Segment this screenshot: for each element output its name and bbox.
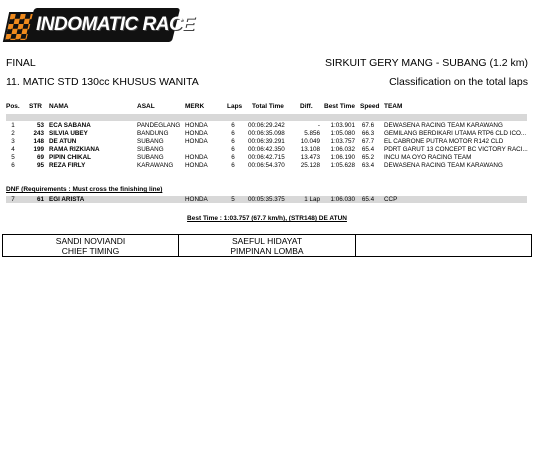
cell-merk: HONDA (185, 122, 208, 129)
cell-asal: BANDUNG (137, 130, 169, 137)
table-row (0, 138, 534, 146)
table-row (0, 154, 534, 162)
table-header-band (6, 114, 527, 121)
cell-name: SILVIA UBEY (49, 130, 88, 137)
column-header-str: STR (29, 103, 42, 110)
cell-name: REZA FIRLY (49, 162, 86, 169)
table-row (0, 130, 534, 138)
cell-merk: HONDA (185, 162, 208, 169)
cell-asal: PANDEGLANG (137, 122, 181, 129)
cell-name: RAMA RIZKIANA (49, 146, 100, 153)
dnf-heading: DNF (Requirements : Must cross the finishing line) (6, 186, 163, 193)
cell-laps: 6 (231, 138, 235, 145)
cell-best: 1:06.190 (330, 154, 355, 161)
cell-diff: 25.128 (300, 162, 320, 169)
cell-speed: 67.6 (361, 122, 375, 129)
column-header-total: Total Time (252, 103, 284, 110)
cell-best: 1:03.901 (330, 122, 355, 129)
cell-pos: 4 (11, 146, 15, 153)
cell-team: DEWASENA RACING TEAM KARAWANG (384, 122, 503, 129)
signature-box-race-director (178, 234, 356, 257)
cell-diff: 13.473 (300, 154, 320, 161)
circuit-label: SIRKUIT GERY MANG - SUBANG (1.2 km) (324, 57, 528, 69)
cell-pos: 7 (11, 196, 15, 203)
cell-asal: SUBANG (137, 138, 164, 145)
cell-str: 95 (36, 162, 44, 169)
cell-team: PDRT GARUT 13 CONCEPT BC VICTORY RACI... (384, 146, 528, 153)
column-header-speed: Speed (360, 103, 380, 110)
classification-label: Classification on the total laps (389, 76, 528, 88)
cell-pos: 5 (11, 154, 15, 161)
cell-speed: 65.4 (361, 146, 375, 153)
column-header-laps: Laps (227, 103, 243, 110)
best-time-line: Best Time : 1:03.757 (67.7 km/h), (STR148) DE ATUN (187, 215, 347, 222)
cell-str: 199 (33, 146, 44, 153)
table-row (0, 162, 534, 170)
cell-total: 00:06:54.370 (248, 162, 285, 169)
cell-asal: SUBANG (137, 146, 164, 153)
cell-pos: 6 (11, 162, 15, 169)
cell-name: DE ATUN (49, 138, 77, 145)
cell-name: PIPIN CHIKAL (49, 154, 91, 161)
column-header-pos: Pos. (6, 103, 20, 110)
cell-str: 243 (33, 130, 44, 137)
cell-str: 69 (36, 154, 44, 161)
cell-diff: - (317, 122, 320, 129)
cell-total: 00:06:35.098 (248, 130, 285, 137)
column-header-merk: MERK (185, 103, 205, 110)
cell-laps: 6 (231, 130, 235, 137)
cell-name: ECA SABANA (49, 122, 91, 129)
class-label: 11. MATIC STD 130cc KHUSUS WANITA (6, 76, 199, 88)
table-row (0, 122, 534, 130)
cell-total: 00:06:39.291 (248, 138, 285, 145)
cell-total: 00:06:42.715 (248, 154, 285, 161)
cell-diff: 10.049 (300, 138, 320, 145)
column-header-name: NAMA (49, 103, 69, 110)
cell-merk: HONDA (185, 154, 208, 161)
cell-laps: 6 (231, 162, 235, 169)
cell-best: 1:06.030 (330, 196, 355, 203)
column-header-asal: ASAL (137, 103, 155, 110)
table-row (0, 196, 534, 204)
cell-speed: 65.4 (361, 196, 375, 203)
cell-team: GEMILANG BERDIKARI UTAMA RTP6 CLD ICO... (384, 130, 527, 137)
signature-box-empty (355, 234, 532, 257)
cell-pos: 3 (11, 138, 15, 145)
cell-str: 61 (36, 196, 44, 203)
cell-merk: HONDA (185, 138, 208, 145)
cell-speed: 65.2 (361, 154, 375, 161)
signature-box-chief-timing (2, 234, 179, 257)
cell-best: 1:05.628 (330, 162, 355, 169)
cell-pos: 2 (11, 130, 15, 137)
signature-role: CHIEF TIMING (61, 246, 120, 256)
cell-laps: 6 (231, 146, 235, 153)
cell-speed: 66.3 (361, 130, 375, 137)
cell-team: DEWASENA RACING TEAM KARAWANG (384, 162, 503, 169)
cell-total: 00:05:35.375 (248, 196, 285, 203)
cell-asal: KARAWANG (137, 162, 174, 169)
cell-best: 1:06.032 (330, 146, 355, 153)
cell-name: EGI ARISTA (49, 196, 85, 203)
signature-name: SAEFUL HIDAYAT (231, 236, 303, 246)
cell-diff: 5.856 (304, 130, 320, 137)
cell-diff: 1 Lap (304, 196, 320, 203)
column-header-team: TEAM (384, 103, 403, 110)
cell-pos: 1 (11, 122, 15, 129)
cell-best: 1:03.757 (330, 138, 355, 145)
cell-team: CCP (384, 196, 398, 203)
cell-merk: HONDA (185, 130, 208, 137)
cell-str: 53 (36, 122, 44, 129)
cell-merk: HONDA (185, 196, 208, 203)
signature-name: SANDI NOVIANDI (55, 236, 126, 246)
cell-asal: SUBANG (137, 154, 164, 161)
column-header-diff: Diff. (300, 103, 313, 110)
cell-total: 00:06:42.350 (248, 146, 285, 153)
session-label: FINAL (6, 57, 36, 69)
cell-laps: 5 (231, 196, 235, 203)
cell-total: 00:06:29.242 (248, 122, 285, 129)
signature-role: PIMPINAN LOMBA (230, 246, 304, 256)
cell-diff: 13.108 (300, 146, 320, 153)
column-header-best: Best Time (324, 103, 355, 110)
table-row (0, 146, 534, 154)
cell-speed: 67.7 (361, 138, 375, 145)
cell-best: 1:05.080 (330, 130, 355, 137)
event-logo (6, 6, 195, 44)
logo-text: INDOMATIC RACE (36, 14, 195, 35)
cell-str: 148 (33, 138, 44, 145)
cell-team: INCU MA OYO RACING TEAM (384, 154, 472, 161)
cell-team: EL CABRONE PUTRA MOTOR R142 CLD (384, 138, 504, 145)
cell-speed: 63.4 (361, 162, 375, 169)
cell-laps: 6 (231, 122, 235, 129)
cell-laps: 6 (231, 154, 235, 161)
